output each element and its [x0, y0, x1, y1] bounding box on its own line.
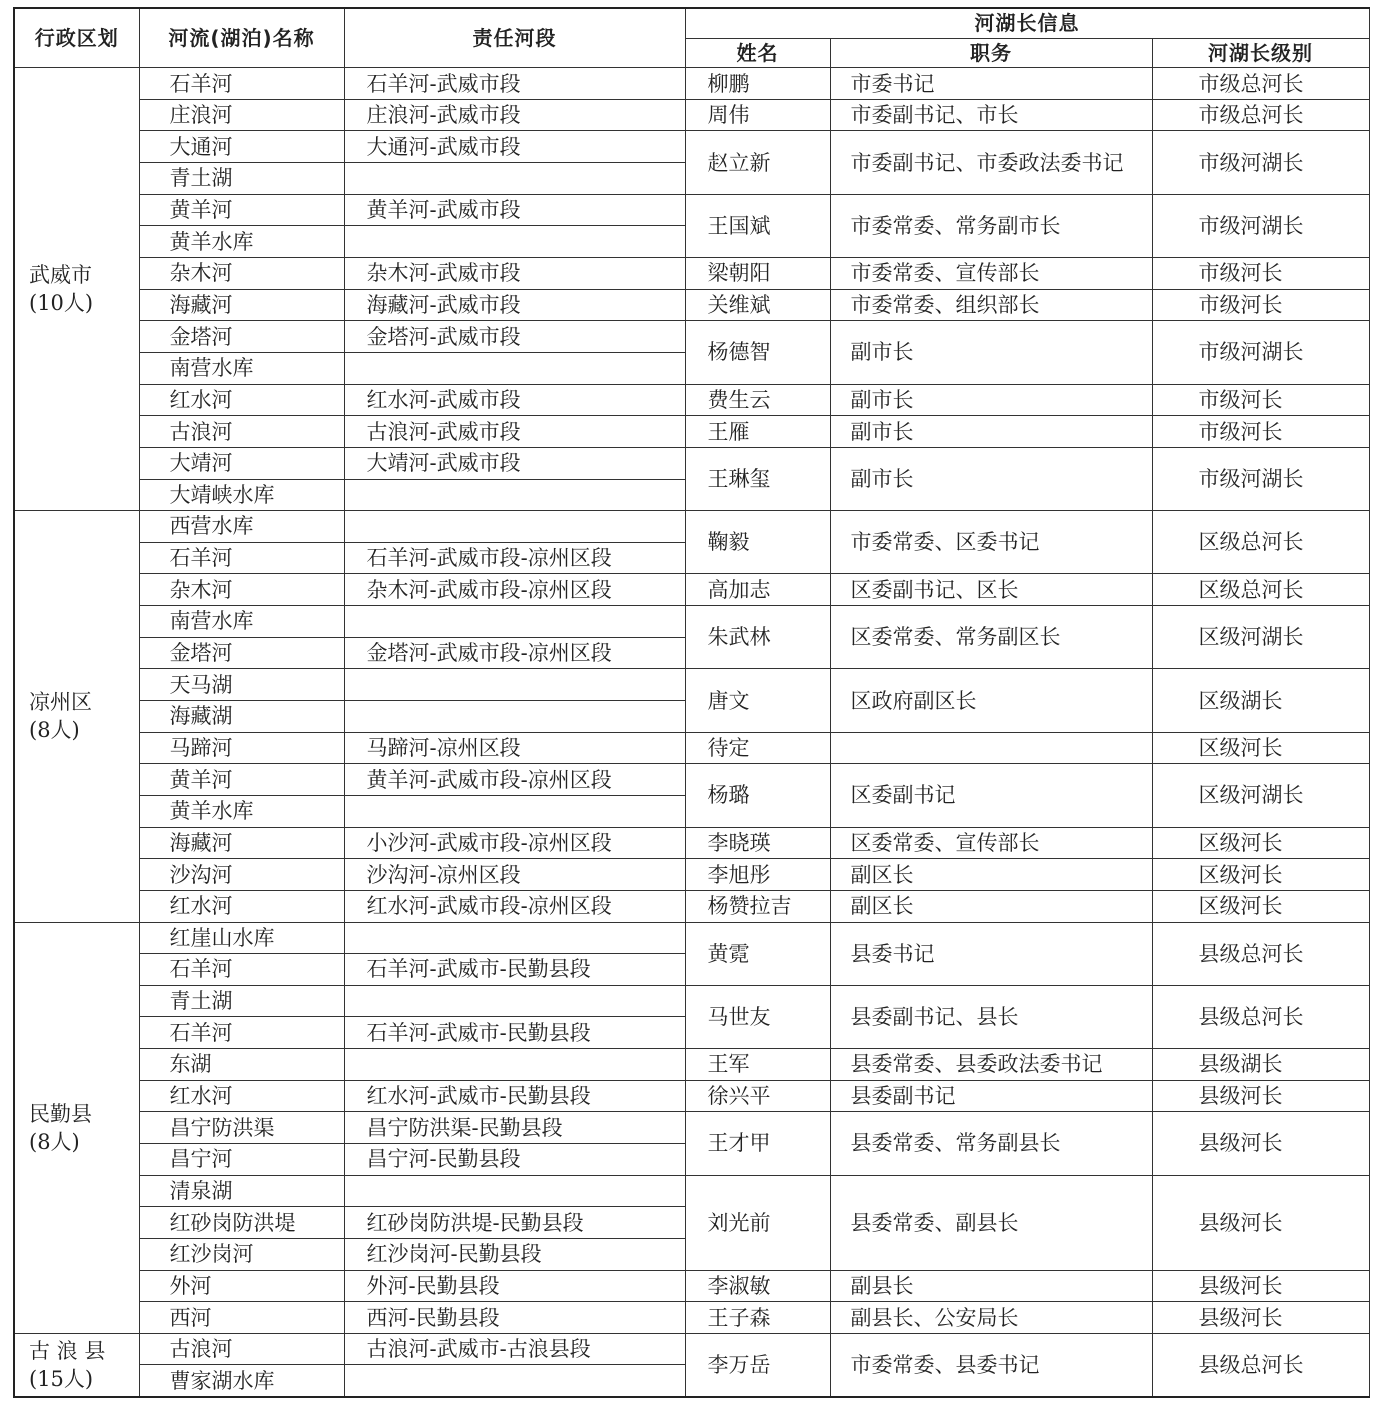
river-name: 金塔河 [139, 321, 344, 353]
river-chief-table [13, 7, 1370, 1398]
river-name: 黄羊河 [139, 194, 344, 226]
chief-name: 刘光前 [685, 1175, 830, 1270]
river-name: 青土湖 [139, 163, 344, 195]
division-cell [14, 1333, 139, 1397]
river-name: 红水河 [139, 1080, 344, 1112]
river-name: 马蹄河 [139, 732, 344, 764]
table-row [14, 68, 1369, 100]
chief-position: 市委常委、宣传部长 [830, 258, 1152, 290]
chief-level: 县级总河长 [1152, 922, 1369, 985]
chief-level: 区级河湖长 [1152, 764, 1369, 827]
river-name: 石羊河 [139, 542, 344, 574]
river-segment: 古浪河-武威市-古浪县段 [344, 1333, 685, 1365]
river-name: 西营水库 [139, 511, 344, 543]
chief-name: 高加志 [685, 574, 830, 606]
chief-name: 李淑敏 [685, 1270, 830, 1302]
river-segment: 黄羊河-武威市段 [344, 194, 685, 226]
river-segment [344, 795, 685, 827]
chief-position: 区委常委、常务副区长 [830, 606, 1152, 669]
river-segment [344, 1365, 685, 1397]
river-name: 海藏湖 [139, 701, 344, 733]
table-row [14, 258, 1369, 290]
table-row [14, 1270, 1369, 1302]
river-segment: 黄羊河-武威市段-凉州区段 [344, 764, 685, 796]
table-row [14, 1112, 1369, 1144]
river-segment: 石羊河-武威市段-凉州区段 [344, 542, 685, 574]
chief-level: 市级河长 [1152, 384, 1369, 416]
chief-name: 王琳玺 [685, 447, 830, 510]
river-name: 青土湖 [139, 985, 344, 1017]
river-segment [344, 226, 685, 258]
river-segment: 大靖河-武威市段 [344, 447, 685, 479]
river-segment: 昌宁河-民勤县段 [344, 1143, 685, 1175]
chief-position: 副区长 [830, 890, 1152, 922]
chief-level: 区级总河长 [1152, 511, 1369, 574]
chief-level: 市级河湖长 [1152, 194, 1369, 257]
river-segment: 红水河-武威市-民勤县段 [344, 1080, 685, 1112]
table-row [14, 1049, 1369, 1081]
river-segment: 外河-民勤县段 [344, 1270, 685, 1302]
chief-name: 费生云 [685, 384, 830, 416]
table-row [14, 384, 1369, 416]
chief-position [830, 732, 1152, 764]
chief-position: 副县长 [830, 1270, 1152, 1302]
river-segment: 小沙河-武威市段-凉州区段 [344, 827, 685, 859]
river-name: 红水河 [139, 384, 344, 416]
table-row [14, 890, 1369, 922]
chief-position: 副区长 [830, 859, 1152, 891]
table-row [14, 859, 1369, 891]
table-row [14, 99, 1369, 131]
chief-name: 梁朝阳 [685, 258, 830, 290]
chief-position: 县委副书记 [830, 1080, 1152, 1112]
chief-name: 马世友 [685, 985, 830, 1048]
table-row [14, 606, 1369, 638]
chief-name: 李晓瑛 [685, 827, 830, 859]
river-name: 南营水库 [139, 352, 344, 384]
table-row [14, 289, 1369, 321]
chief-level: 县级河长 [1152, 1270, 1369, 1302]
chief-name: 周伟 [685, 99, 830, 131]
header-segment: 责任河段 [344, 8, 685, 68]
division-cell [14, 922, 139, 1333]
river-name: 曹家湖水库 [139, 1365, 344, 1397]
division-name: 民勤县 [29, 1101, 92, 1126]
division-name: 武威市 [29, 263, 92, 288]
table-row [14, 764, 1369, 796]
chief-level: 市级总河长 [1152, 68, 1369, 100]
river-segment: 杂木河-武威市段 [344, 258, 685, 290]
river-segment: 金塔河-武威市段-凉州区段 [344, 637, 685, 669]
chief-name: 李旭彤 [685, 859, 830, 891]
river-name: 大通河 [139, 131, 344, 163]
river-segment [344, 922, 685, 954]
chief-level: 县级河长 [1152, 1175, 1369, 1270]
river-segment: 西河-民勤县段 [344, 1302, 685, 1334]
river-name: 昌宁河 [139, 1143, 344, 1175]
river-segment: 古浪河-武威市段 [344, 416, 685, 448]
river-name: 杂木河 [139, 574, 344, 606]
table-row [14, 321, 1369, 353]
chief-name: 王军 [685, 1049, 830, 1081]
river-segment: 红砂岗防洪堤-民勤县段 [344, 1207, 685, 1239]
river-name: 古浪河 [139, 1333, 344, 1365]
river-name: 红崖山水库 [139, 922, 344, 954]
chief-position: 县委常委、副县长 [830, 1175, 1152, 1270]
header-level: 河湖长级别 [1152, 38, 1369, 68]
chief-position: 副市长 [830, 447, 1152, 510]
division-count: (10人) [29, 291, 94, 316]
chief-position: 副市长 [830, 384, 1152, 416]
division-name: 古 浪 县 [29, 1338, 106, 1363]
river-segment: 沙沟河-凉州区段 [344, 859, 685, 891]
river-name: 杂木河 [139, 258, 344, 290]
chief-level: 区级湖长 [1152, 669, 1369, 732]
chief-name: 待定 [685, 732, 830, 764]
river-name: 西河 [139, 1302, 344, 1334]
river-segment [344, 701, 685, 733]
river-segment [344, 163, 685, 195]
header-position: 职务 [830, 38, 1152, 68]
division-count: (15人) [29, 1366, 94, 1391]
river-name: 大靖峡水库 [139, 479, 344, 511]
chief-position: 区政府副区长 [830, 669, 1152, 732]
river-segment [344, 479, 685, 511]
chief-level: 市级河长 [1152, 416, 1369, 448]
chief-position: 县委常委、常务副县长 [830, 1112, 1152, 1175]
river-name: 沙沟河 [139, 859, 344, 891]
chief-level: 区级河长 [1152, 890, 1369, 922]
chief-name: 朱武林 [685, 606, 830, 669]
chief-position: 县委常委、县委政法委书记 [830, 1049, 1152, 1081]
chief-position: 副市长 [830, 416, 1152, 448]
river-name: 外河 [139, 1270, 344, 1302]
river-segment: 大通河-武威市段 [344, 131, 685, 163]
division-count: (8人) [29, 718, 80, 743]
chief-name: 黄霓 [685, 922, 830, 985]
river-segment: 红沙岗河-民勤县段 [344, 1238, 685, 1270]
header-name: 姓名 [685, 38, 830, 68]
chief-name: 徐兴平 [685, 1080, 830, 1112]
river-name: 大靖河 [139, 447, 344, 479]
chief-level: 区级河长 [1152, 732, 1369, 764]
chief-position: 区委常委、宣传部长 [830, 827, 1152, 859]
table-row [14, 574, 1369, 606]
table-row [14, 1175, 1369, 1207]
header-division: 行政区划 [14, 8, 139, 68]
chief-position: 市委常委、区委书记 [830, 511, 1152, 574]
chief-level: 市级总河长 [1152, 99, 1369, 131]
river-segment: 马蹄河-凉州区段 [344, 732, 685, 764]
chief-name: 关维斌 [685, 289, 830, 321]
river-segment: 石羊河-武威市-民勤县段 [344, 954, 685, 986]
header-river: 河流(湖泊)名称 [139, 8, 344, 68]
river-segment [344, 1049, 685, 1081]
chief-name: 鞠毅 [685, 511, 830, 574]
chief-position: 市委副书记、市委政法委书记 [830, 131, 1152, 194]
table-row [14, 131, 1369, 163]
chief-position: 副市长 [830, 321, 1152, 384]
river-name: 石羊河 [139, 68, 344, 100]
table-row [14, 447, 1369, 479]
chief-position: 市委副书记、市长 [830, 99, 1152, 131]
chief-name: 杨赞拉吉 [685, 890, 830, 922]
river-segment [344, 511, 685, 543]
chief-position: 县委书记 [830, 922, 1152, 985]
river-segment [344, 352, 685, 384]
table-row [14, 194, 1369, 226]
division-cell [14, 511, 139, 922]
river-segment: 杂木河-武威市段-凉州区段 [344, 574, 685, 606]
table-row [14, 1080, 1369, 1112]
chief-name: 王雁 [685, 416, 830, 448]
river-name: 石羊河 [139, 1017, 344, 1049]
table-row [14, 669, 1369, 701]
chief-level: 县级总河长 [1152, 985, 1369, 1048]
table-row [14, 827, 1369, 859]
river-name: 海藏河 [139, 289, 344, 321]
river-segment [344, 1175, 685, 1207]
chief-name: 杨璐 [685, 764, 830, 827]
division-cell [14, 68, 139, 511]
chief-name: 王子森 [685, 1302, 830, 1334]
chief-level: 县级河长 [1152, 1302, 1369, 1334]
river-segment [344, 606, 685, 638]
river-segment: 红水河-武威市段 [344, 384, 685, 416]
chief-name: 王才甲 [685, 1112, 830, 1175]
chief-level: 县级总河长 [1152, 1333, 1369, 1397]
river-name: 昌宁防洪渠 [139, 1112, 344, 1144]
chief-level: 市级河长 [1152, 258, 1369, 290]
chief-level: 市级河湖长 [1152, 447, 1369, 510]
river-name: 清泉湖 [139, 1175, 344, 1207]
river-name: 古浪河 [139, 416, 344, 448]
river-segment: 庄浪河-武威市段 [344, 99, 685, 131]
chief-level: 区级河长 [1152, 859, 1369, 891]
table-row [14, 1333, 1369, 1365]
chief-level: 县级河长 [1152, 1080, 1369, 1112]
river-segment: 昌宁防洪渠-民勤县段 [344, 1112, 685, 1144]
river-segment: 石羊河-武威市-民勤县段 [344, 1017, 685, 1049]
chief-level: 区级河长 [1152, 827, 1369, 859]
chief-name: 赵立新 [685, 131, 830, 194]
river-name: 庄浪河 [139, 99, 344, 131]
chief-level: 区级河湖长 [1152, 606, 1369, 669]
river-name: 南营水库 [139, 606, 344, 638]
chief-position: 区委副书记 [830, 764, 1152, 827]
division-count: (8人) [29, 1129, 80, 1154]
river-name: 东湖 [139, 1049, 344, 1081]
river-name: 金塔河 [139, 637, 344, 669]
chief-level: 市级河湖长 [1152, 321, 1369, 384]
river-name: 红水河 [139, 890, 344, 922]
chief-position: 市委常委、组织部长 [830, 289, 1152, 321]
chief-position: 市委常委、常务副市长 [830, 194, 1152, 257]
chief-position: 市委书记 [830, 68, 1152, 100]
chief-position: 区委副书记、区长 [830, 574, 1152, 606]
river-name: 海藏河 [139, 827, 344, 859]
table-row [14, 922, 1369, 954]
chief-name: 柳鹏 [685, 68, 830, 100]
river-segment: 石羊河-武威市段 [344, 68, 685, 100]
chief-level: 市级河湖长 [1152, 131, 1369, 194]
river-segment: 金塔河-武威市段 [344, 321, 685, 353]
table-row [14, 985, 1369, 1017]
chief-level: 市级河长 [1152, 289, 1369, 321]
header-info: 河湖长信息 [685, 8, 1369, 38]
chief-name: 唐文 [685, 669, 830, 732]
chief-name: 杨德智 [685, 321, 830, 384]
river-name: 黄羊水库 [139, 226, 344, 258]
river-segment: 海藏河-武威市段 [344, 289, 685, 321]
chief-level: 县级河长 [1152, 1112, 1369, 1175]
chief-name: 王国斌 [685, 194, 830, 257]
chief-level: 区级总河长 [1152, 574, 1369, 606]
table-row [14, 511, 1369, 543]
chief-position: 市委常委、县委书记 [830, 1333, 1152, 1397]
chief-position: 县委副书记、县长 [830, 985, 1152, 1048]
chief-position: 副县长、公安局长 [830, 1302, 1152, 1334]
table-row [14, 1302, 1369, 1334]
river-name: 黄羊水库 [139, 795, 344, 827]
river-name: 黄羊河 [139, 764, 344, 796]
river-segment: 红水河-武威市段-凉州区段 [344, 890, 685, 922]
table-row [14, 732, 1369, 764]
table-row [14, 416, 1369, 448]
chief-name: 李万岳 [685, 1333, 830, 1397]
river-segment [344, 985, 685, 1017]
river-name: 红沙岗河 [139, 1238, 344, 1270]
division-name: 凉州区 [29, 690, 92, 715]
river-name: 石羊河 [139, 954, 344, 986]
river-name: 红砂岗防洪堤 [139, 1207, 344, 1239]
river-segment [344, 669, 685, 701]
river-name: 天马湖 [139, 669, 344, 701]
chief-level: 县级湖长 [1152, 1049, 1369, 1081]
